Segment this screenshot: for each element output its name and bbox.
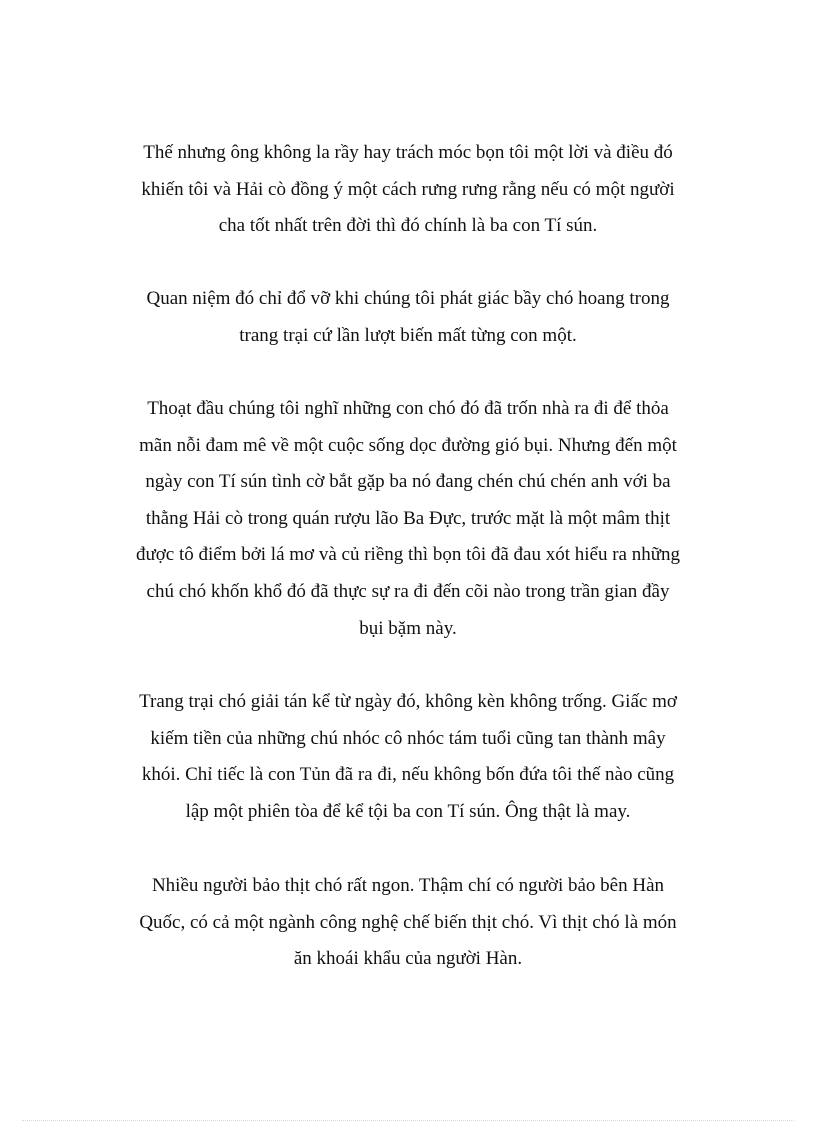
- page-bottom-divider: [22, 1120, 794, 1121]
- paragraph-line: chú chó khốn khổ đó đã thực sự ra đi đến cõi nào trong trần gian đầy: [146, 580, 670, 602]
- paragraph-line: lập một phiên tòa để kể tội ba con Tí sún. Ông thật là may.: [185, 800, 631, 822]
- paragraph-1: [108, 135, 708, 245]
- paragraph-line: ăn khoái khẩu của người Hàn.: [293, 948, 523, 970]
- paragraph-2: [108, 281, 708, 354]
- paragraph-line: Thế nhưng ông không la rầy hay trách móc bọn tôi một lời và điều đó: [143, 142, 673, 163]
- paragraph-line: Thoạt đầu chúng tôi nghĩ những con chó đó đã trốn nhà ra đi để thỏa: [147, 398, 669, 419]
- paragraph-3: [108, 391, 708, 647]
- paragraph-line: thằng Hải cò trong quán rượu lão Ba Đực, trước mặt là một mâm thịt: [145, 507, 671, 529]
- paragraph-line: bụi bặm này.: [359, 617, 457, 639]
- paragraph-line: trang trại cứ lần lượt biến mất từng con một.: [239, 324, 577, 346]
- paragraph-line: kiếm tiền của những chú nhóc cô nhóc tám tuổi cũng tan thành mây: [150, 727, 666, 749]
- paragraph-5: [108, 868, 708, 978]
- paragraph-line: khói. Chỉ tiếc là con Tủn đã ra đi, nếu không bốn đứa tôi thế nào cũng: [141, 764, 675, 786]
- paragraph-line: Quan niệm đó chỉ đổ vỡ khi chúng tôi phát giác bầy chó hoang trong: [146, 288, 670, 309]
- paragraph-line: Quốc, có cả một ngành công nghệ chế biến thịt chó. Vì thịt chó là món: [139, 911, 677, 933]
- paragraph-4: [108, 684, 708, 830]
- paragraph-line: mãn nỗi đam mê về một cuộc sống dọc đường gió bụi. Nhưng đến một: [139, 434, 677, 456]
- paragraph-line: Trang trại chó giải tán kể từ ngày đó, không kèn không trống. Giấc mơ: [139, 691, 677, 712]
- paragraph-line: ngày con Tí sún tình cờ bắt gặp ba nó đang chén chú chén anh với ba: [145, 471, 671, 493]
- paragraph-line: Nhiều người bảo thịt chó rất ngon. Thậm chí có người bảo bên Hàn: [151, 875, 665, 896]
- paragraph-line: khiến tôi và Hải cò đồng ý một cách rưng rưng rằng nếu có một người: [141, 178, 675, 200]
- paragraph-line: cha tốt nhất trên đời thì đó chính là ba con Tí sún.: [218, 215, 598, 237]
- paragraph-line: được tô điểm bởi lá mơ và củ riềng thì bọn tôi đã đau xót hiểu ra những: [135, 544, 681, 566]
